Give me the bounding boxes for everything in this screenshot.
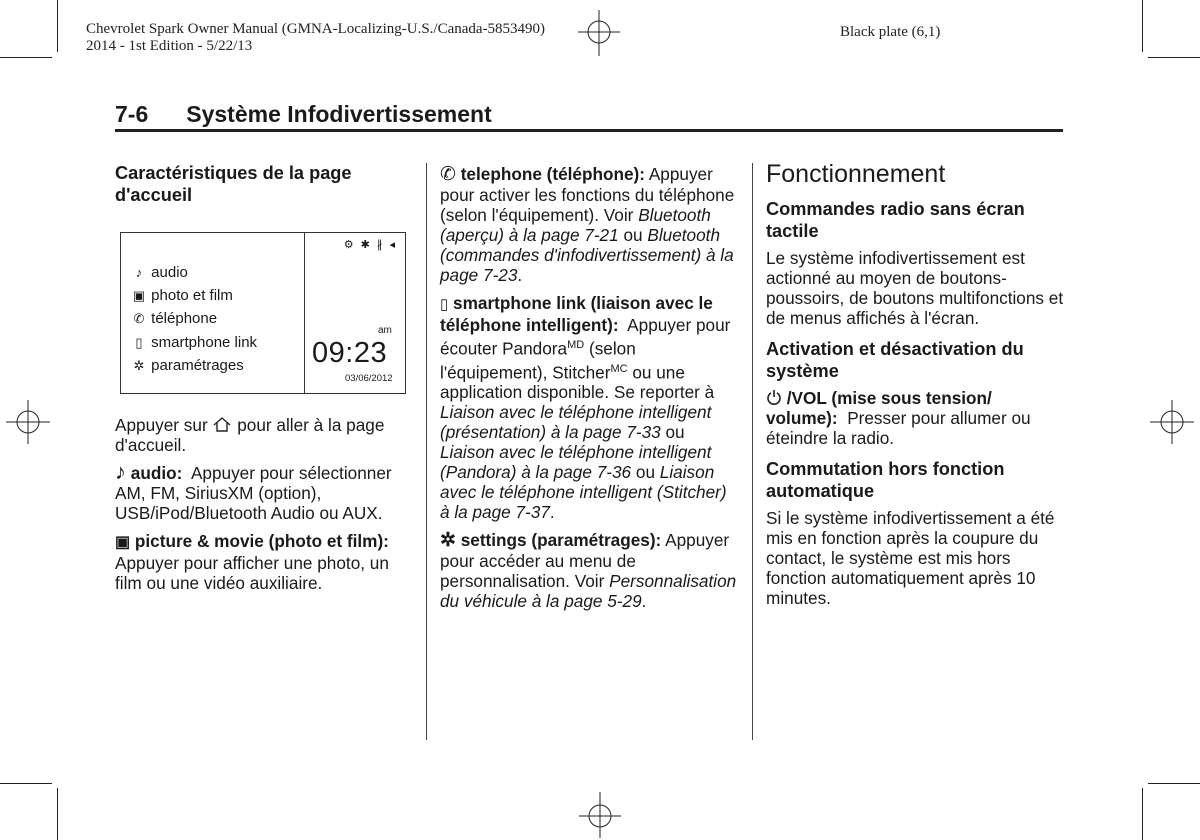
phone-ref-link[interactable]: Bluetooth (commandes d'infodivertissement) à la page 7-23 bbox=[440, 225, 734, 285]
trademark-md: MD bbox=[567, 339, 585, 351]
gear-icon: ✲ bbox=[133, 357, 145, 373]
audio-paragraph bbox=[115, 459, 410, 523]
vol-text: Presser pour allumer ou éteindre la radio. bbox=[766, 408, 1031, 448]
phone-icon: ✆ bbox=[440, 164, 456, 185]
registration-mark-icon bbox=[1148, 398, 1198, 446]
crop-mark bbox=[57, 0, 58, 52]
menu-label: smartphone link bbox=[151, 333, 258, 351]
home-menu bbox=[131, 261, 257, 377]
phone-paragraph: ✆ telephone (téléphone): Appuyer pour activer les fonctions du téléphone (selon l'équipement). Voir Bluetooth (aperçu) à la page 7-21 ou Bluetooth (commandes d'infodivertissement) à la page 7-23. bbox=[440, 164, 735, 285]
power-icon bbox=[766, 389, 782, 406]
power-paragraph bbox=[766, 388, 1066, 448]
phone-ref-link[interactable]: Bluetooth (aperçu) à la page 7-21 bbox=[440, 205, 711, 245]
menu-item-settings bbox=[131, 354, 257, 377]
smartphone-ref-link[interactable]: Liaison avec le téléphone intelligent (Stitcher) à la page 7-37 bbox=[440, 462, 727, 523]
menu-item-audio bbox=[131, 261, 257, 284]
picture-text: Appuyer pour afficher une photo, un film ou une vidéo auxiliaire. bbox=[115, 553, 389, 593]
crop-mark bbox=[1148, 57, 1200, 58]
crop-mark bbox=[1148, 783, 1200, 784]
smartphone-ref-link[interactable]: Liaison avec le téléphone intelligent (présentation) à la page 7-33 bbox=[440, 402, 712, 443]
column-3 bbox=[766, 160, 1066, 608]
menu-label: photo et film bbox=[151, 287, 233, 305]
subsection-heading: Commandes radio sans écran tactile bbox=[766, 199, 1025, 241]
picture-paragraph bbox=[115, 531, 410, 593]
section-heading: Caractéristiques de la page d'accueil bbox=[115, 163, 352, 205]
audio-text: Appuyer pour sélectionner AM, FM, SiriusXM (option), USB/iPod/Bluetooth Audio ou AUX. bbox=[115, 463, 392, 523]
page-title bbox=[115, 101, 492, 128]
registration-mark-icon bbox=[2, 398, 52, 446]
music-note-icon: ♪ bbox=[135, 265, 143, 280]
crop-mark bbox=[57, 788, 58, 840]
menu-label: téléphone bbox=[151, 310, 218, 328]
menu-label: audio bbox=[151, 264, 188, 281]
home-icon bbox=[212, 416, 232, 433]
registration-mark-icon bbox=[575, 790, 625, 838]
picture-icon: ▣ bbox=[132, 288, 146, 304]
section-number: 7-6 bbox=[115, 101, 149, 127]
title-rule bbox=[115, 129, 1063, 132]
clock-time: 09:23 bbox=[312, 337, 388, 369]
paragraph: Le système infodivertissement est actionné au moyen de boutons-poussoirs, de boutons multifonctions et de menus affichés à l'écran. bbox=[766, 248, 1064, 328]
subsection-heading: Commutation hors fonction automatique bbox=[766, 459, 1005, 501]
menu-item-phone bbox=[131, 307, 257, 330]
subsection-heading: Activation et désactivation du système bbox=[766, 339, 1024, 381]
audio-label: audio: bbox=[130, 463, 183, 483]
menu-item-photo bbox=[131, 284, 257, 307]
crop-mark bbox=[0, 783, 52, 784]
menu-item-smartphone bbox=[131, 331, 257, 354]
smartphone-label: smartphone link (liaison avec le téléphone intelligent): bbox=[440, 293, 713, 335]
column-1-body bbox=[115, 415, 410, 593]
smartphone-paragraph: ▯ smartphone link (liaison avec le téléphone intelligent): Appuyer pour écouter Pandora$^{MD}$ (selon l'équipement), Stitcher$^{MC}$ ou une application disponible. Se reporter à Liaison avec le téléphone intelligent (présentation) à la page 7-33 ou Liaison avec le téléphone intelligent (Pandora) à la page 7-36 ou Liaison avec le téléphone intelligent (Stitcher) à la page 7-37. bbox=[440, 293, 731, 523]
smartphone-ref-link[interactable]: Liaison avec le téléphone intelligent (Pandora) à la page 7-36 bbox=[440, 442, 712, 483]
smartphone-icon: ▯ bbox=[440, 296, 449, 313]
trademark-mc: MC bbox=[610, 362, 628, 375]
crop-mark bbox=[0, 57, 52, 58]
picture-label: picture & movie (photo et film): bbox=[134, 531, 389, 551]
registration-mark-icon bbox=[574, 10, 624, 58]
settings-label: settings (paramétrages): bbox=[460, 530, 662, 551]
menu-label: paramétrages bbox=[151, 356, 244, 374]
vol-label: /VOL (mise sous tension/ volume): bbox=[766, 388, 992, 428]
crop-mark bbox=[1142, 788, 1143, 840]
column-2 bbox=[440, 164, 738, 611]
crop-mark bbox=[1142, 0, 1143, 52]
header-manual-title: Chevrolet Spark Owner Manual (GMNA-Localizing-U.S./Canada-5853490) bbox=[86, 21, 546, 37]
column-1 bbox=[115, 162, 410, 206]
home-screen-illustration bbox=[120, 232, 406, 394]
home-paragraph: Appuyer sur pour aller à la page d'accueil. bbox=[115, 415, 385, 455]
screen-divider bbox=[304, 233, 305, 393]
gear-icon: ✲ bbox=[440, 530, 456, 552]
picture-icon: ▣ bbox=[115, 534, 131, 551]
music-note-icon: ♪ bbox=[115, 459, 126, 484]
section-title: Système Infodivertissement bbox=[186, 101, 492, 127]
phone-label: telephone (téléphone): bbox=[460, 164, 645, 184]
column-divider bbox=[426, 163, 427, 740]
section-heading-main: Fonctionnement bbox=[766, 160, 946, 188]
header-edition: 2014 - 1st Edition - 5/22/13 bbox=[86, 38, 253, 54]
phone-icon: ✆ bbox=[133, 311, 145, 327]
settings-paragraph: ✲ settings (paramétrages): Appuyer pour accéder au menu de personnalisation. Voir Personnalisation du véhicule à la page 5-29. bbox=[440, 530, 737, 612]
clock-date: 03/06/2012 bbox=[345, 373, 393, 384]
column-divider bbox=[752, 163, 753, 740]
header-plate: Black plate (6,1) bbox=[840, 24, 941, 40]
clock-ampm: am bbox=[378, 325, 392, 336]
smartphone-icon: ▯ bbox=[135, 334, 143, 350]
status-icons: ⚙ ✱ ∦ ◂ bbox=[343, 239, 397, 251]
paragraph: Si le système infodivertissement a été mis en fonction après la coupure du contact, le système est mis hors fonction automatiquement après 10 minutes. bbox=[766, 508, 1055, 608]
settings-ref-link[interactable]: Personnalisation du véhicule à la page 5-29 bbox=[440, 571, 737, 612]
